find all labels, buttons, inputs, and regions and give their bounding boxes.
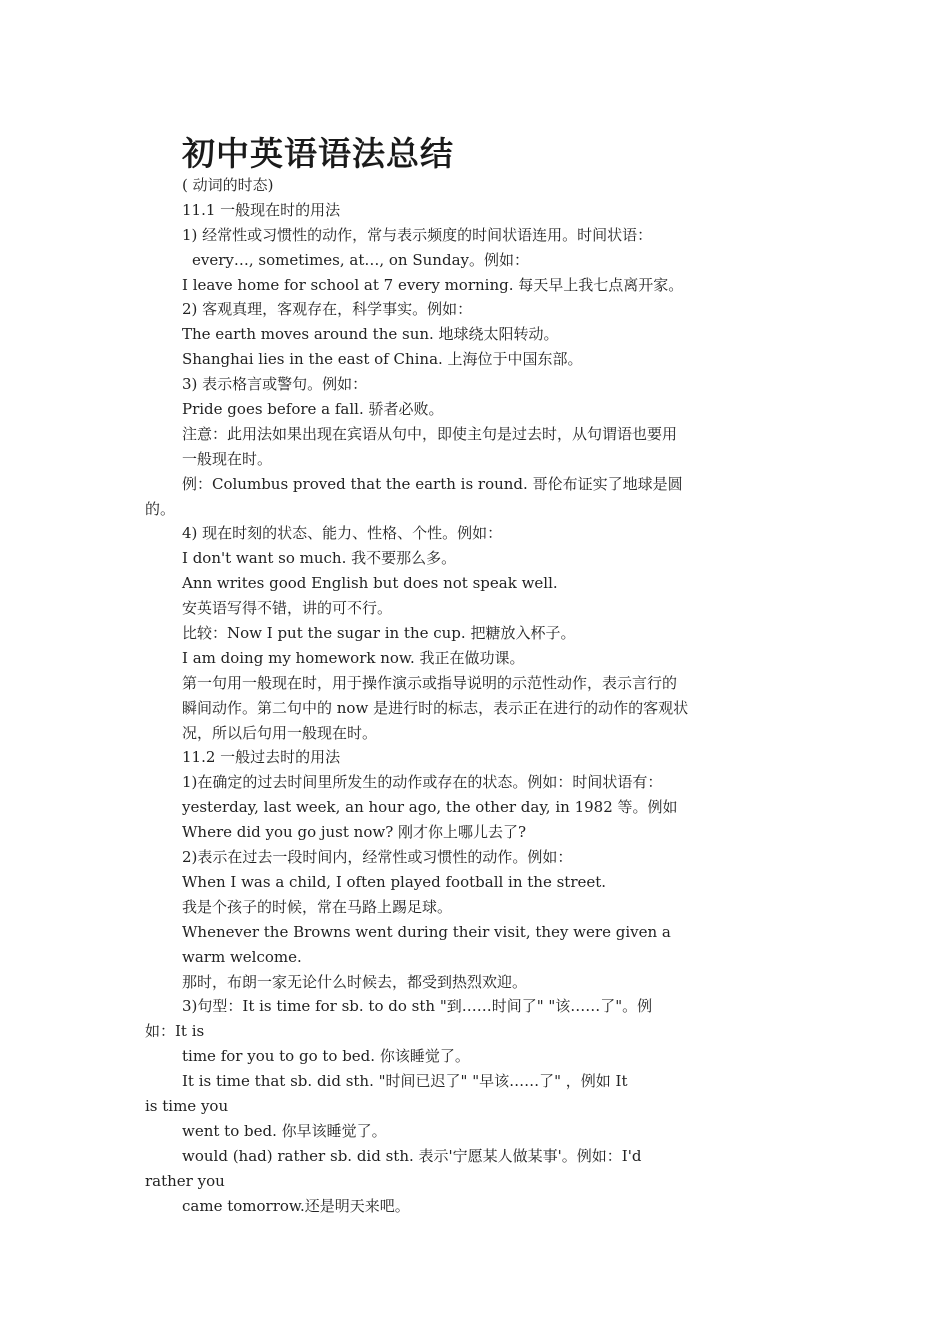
text-line: 我是个孩子的时候，常在马路上踢足球。 (182, 897, 453, 916)
section-heading: 11.1 一般现在时的用法 (182, 200, 341, 219)
text-line: came tomorrow.还是明天来吧。 (182, 1196, 410, 1215)
text-line: every…, sometimes, at…, on Sunday。例如： (192, 250, 529, 269)
text-line: 第一句用一般现在时，用于操作演示或指导说明的示范性动作，表示言行的 (182, 673, 678, 692)
document-body (145, 173, 825, 1218)
text-line: Shanghai lies in the east of China. 上海位于中国东部。 (182, 350, 583, 369)
text-line: time for you to go to bed. 你该睡觉了。 (182, 1047, 470, 1066)
text-line: 的。 (145, 499, 176, 518)
text-line: 安英语写得不错，讲的可不行。 (182, 599, 393, 618)
text-line: It is time that sb. did sth. "时间已迟了" "早该……了" ，例如 It (182, 1072, 628, 1091)
text-line: warm welcome. (182, 947, 302, 966)
text-line: 3) 表示格言或警句。例如： (182, 375, 368, 394)
text-line: Pride goes before a fall. 骄者必败。 (182, 400, 444, 419)
text-line: I don't want so much. 我不要那么多。 (182, 549, 457, 568)
text-line: I leave home for school at 7 every morning. 每天早上我七点离开家。 (182, 275, 684, 294)
text-line: went to bed. 你早该睡觉了。 (182, 1121, 387, 1140)
document-title: 初中英语语法总结 (182, 134, 454, 173)
text-line: is time you (145, 1096, 229, 1115)
text-line: rather you (145, 1171, 225, 1190)
text-line: 4) 现在时刻的状态、能力、性格、个性。例如： (182, 524, 503, 543)
text-line: 3)句型：It is time for sb. to do sth "到……时间了" "该……了"。例 (182, 997, 653, 1016)
text-line: 一般现在时。 (182, 449, 273, 468)
text-line: 例：Columbus proved that the earth is round. 哥伦布证实了地球是圆 (182, 474, 683, 493)
text-line: 注意：此用法如果出现在宾语从句中，即使主句是过去时，从句谓语也要用 (182, 424, 678, 443)
text-line: Whenever the Browns went during their visit, they were given a (182, 922, 671, 941)
text-line: 那时，布朗一家无论什么时候去，都受到热烈欢迎。 (182, 972, 528, 991)
text-line: When I was a child, I often played football in the street. (182, 872, 607, 891)
text-line: Where did you go just now? 刚才你上哪儿去了? (182, 823, 527, 842)
text-line: 1) 经常性或习惯性的动作，常与表示频度的时间状语连用。时间状语： (182, 225, 653, 244)
text-line: 1)在确定的过去时间里所发生的动作或存在的状态。例如：时间状语有： (182, 773, 663, 792)
text-line: 如：It is (145, 1022, 205, 1041)
text-line: 况，所以后句用一般现在时。 (182, 723, 378, 742)
text-line: 比较：Now I put the sugar in the cup. 把糖放入杯子。 (182, 624, 576, 643)
text-line: 瞬间动作。第二句中的 now 是进行时的标志，表示正在进行的动作的客观状 (182, 698, 689, 717)
text-line: 2)表示在过去一段时间内，经常性或习惯性的动作。例如： (182, 848, 573, 867)
text-line: I am doing my homework now. 我正在做功课。 (182, 648, 525, 667)
text-line: The earth moves around the sun. 地球绕太阳转动。 (182, 325, 559, 344)
text-line: ( 动词的时态) (182, 176, 274, 194)
text-line: would (had) rather sb. did sth. 表示'宁愿某人做某事'。例如：I'd (182, 1146, 642, 1165)
text-line: Ann writes good English but does not speak well. (182, 574, 558, 593)
text-line: yesterday, last week, an hour ago, the other day, in 1982 等。例如 (182, 798, 678, 817)
section-heading: 11.2 一般过去时的用法 (182, 748, 341, 767)
text-line: 2) 客观真理，客观存在，科学事实。例如： (182, 300, 473, 319)
